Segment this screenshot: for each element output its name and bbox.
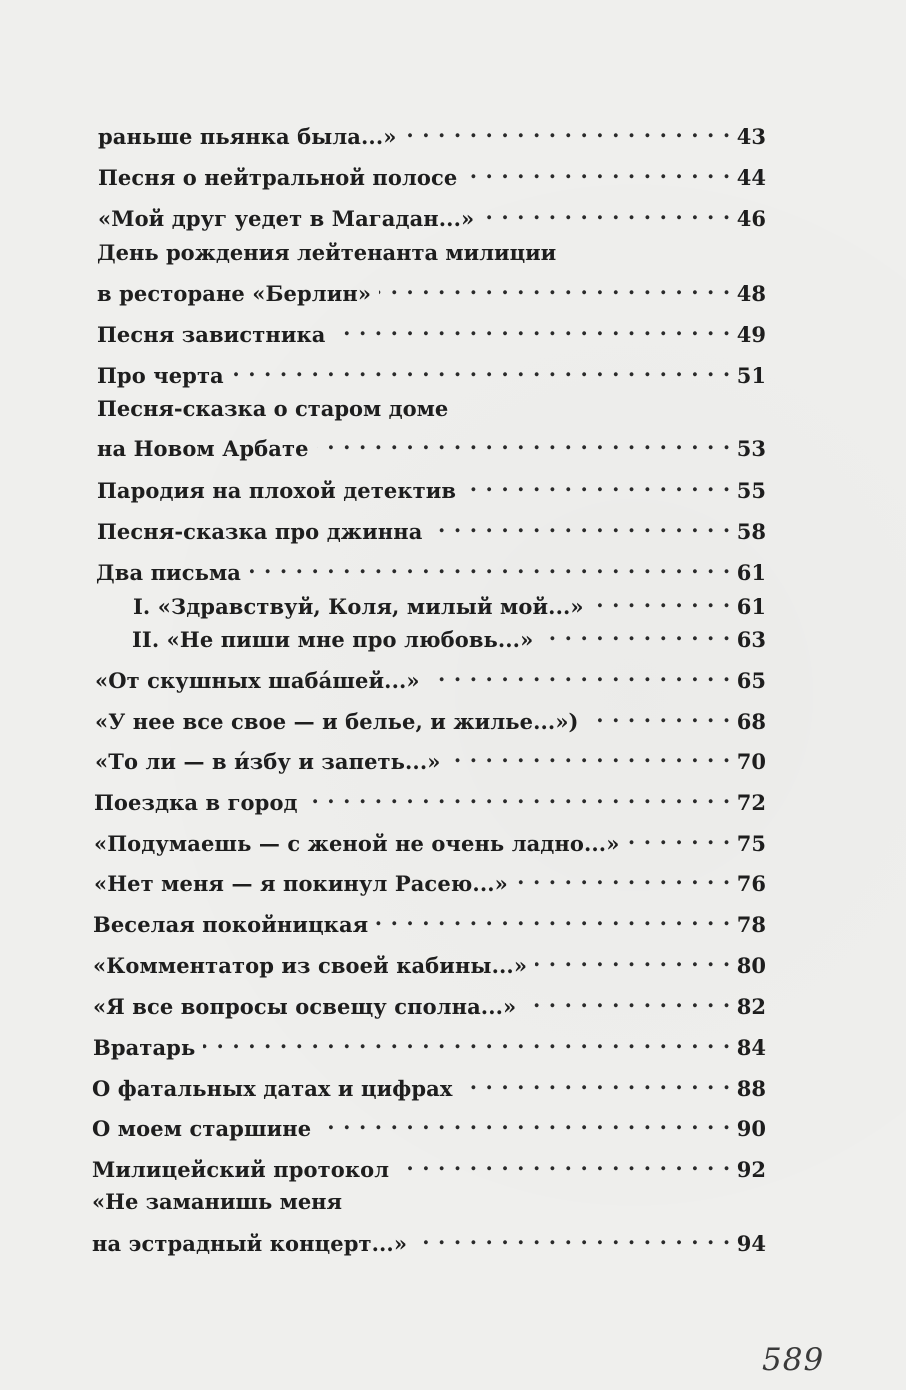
dot-leader xyxy=(465,157,730,185)
toc-entry-page: 46 xyxy=(736,206,766,231)
dot-leader xyxy=(319,1108,731,1136)
toc-entry-page: 61 xyxy=(736,594,766,619)
toc-entry-title: «То ли — в и́збу и запеть...» xyxy=(95,749,441,774)
toc-entry xyxy=(97,511,766,546)
toc-entry-page: 84 xyxy=(736,1035,766,1060)
toc-entry-title: О моем старшине xyxy=(92,1116,312,1141)
toc-entry-page: 76 xyxy=(736,871,766,896)
toc-entry xyxy=(95,701,766,736)
toc-entry-page: 75 xyxy=(736,831,766,856)
toc-entry xyxy=(92,1223,766,1258)
toc-entry-page: 82 xyxy=(736,994,766,1019)
toc-subentry xyxy=(132,619,766,654)
toc-entry-page: 63 xyxy=(736,627,766,652)
toc-entry xyxy=(97,470,766,505)
toc-entry-page: 51 xyxy=(736,363,766,388)
toc-entry-title: «Нет меня — я покинул Расею...» xyxy=(94,871,508,896)
toc-entry xyxy=(92,1108,766,1143)
dot-leader xyxy=(482,198,731,226)
toc-entry-page: 72 xyxy=(736,790,766,815)
dot-leader xyxy=(317,428,731,456)
dot-leader xyxy=(460,1068,730,1096)
toc-entry-title-line1: «Не заманишь меня xyxy=(92,1189,343,1214)
dot-leader xyxy=(448,741,730,769)
toc-entry xyxy=(98,116,766,151)
dot-leader xyxy=(249,552,731,580)
toc-entry-title: Песня-сказка про джинна xyxy=(97,519,423,544)
toc-entry xyxy=(97,273,766,308)
toc-entry-title: О фатальных датах и цифрах xyxy=(92,1076,453,1101)
toc-entry xyxy=(94,823,766,858)
toc-entry-title: на эстрадный концерт...» xyxy=(92,1231,408,1256)
toc-entry-page: 68 xyxy=(736,709,766,734)
toc-entry xyxy=(98,198,766,233)
dot-leader xyxy=(430,511,730,539)
dot-leader xyxy=(404,116,730,144)
toc-entry-title: Песня о нейтральной полосе xyxy=(98,165,458,190)
toc-entry-title: Милицейский протокол xyxy=(92,1157,390,1182)
toc-entry-page: 58 xyxy=(736,519,766,544)
toc-entry-title: «От скушных шаба́шей...» xyxy=(95,668,420,693)
dot-leader xyxy=(535,945,731,973)
toc-entry-title: «У нее все свое — и белье, и жилье...») xyxy=(95,709,579,734)
dot-leader xyxy=(516,863,731,891)
toc-entry xyxy=(92,1068,766,1103)
toc-entry xyxy=(93,904,766,939)
toc-entry xyxy=(92,1149,766,1184)
toc-entry-title: Про черта xyxy=(97,363,224,388)
toc-entry xyxy=(93,1027,766,1062)
toc-entry-page: 92 xyxy=(736,1157,766,1182)
toc-entry xyxy=(95,741,766,776)
dot-leader xyxy=(428,660,731,688)
toc-entry-title: Веселая покойницкая xyxy=(93,912,369,937)
toc-entry-page: 88 xyxy=(736,1076,766,1101)
dot-leader xyxy=(333,314,730,342)
toc-entry-page: 90 xyxy=(736,1116,766,1141)
toc-entry-title: Вратарь xyxy=(93,1035,196,1060)
toc-entry xyxy=(94,782,766,817)
toc-entry-title: I. «Здравствуй, Коля, милый мой...» xyxy=(133,594,584,619)
dot-leader xyxy=(587,701,731,729)
page-number: 589 xyxy=(762,1342,825,1378)
toc-entry-page: 65 xyxy=(736,668,766,693)
toc-entry-title: «Я все вопросы освещу сполна...» xyxy=(93,994,517,1019)
dot-leader xyxy=(379,273,731,301)
dot-leader xyxy=(627,823,730,851)
toc-entry xyxy=(93,986,766,1021)
toc-entry-title: «Комментатор из своей кабины...» xyxy=(93,953,528,978)
toc-entry-title: раньше пьянка была...» xyxy=(98,124,397,149)
toc-entry-title: II. «Не пиши мне про любовь...» xyxy=(132,627,534,652)
toc-entry-title-line1: Песня-сказка о старом доме xyxy=(97,396,449,421)
dot-leader xyxy=(203,1027,730,1055)
toc-entry-title: Поездка в город xyxy=(94,790,298,815)
toc-entry-page: 43 xyxy=(736,124,766,149)
dot-leader xyxy=(415,1223,731,1251)
toc-entry-title: на Новом Арбате xyxy=(97,436,309,461)
dot-leader xyxy=(464,470,731,498)
toc-entry-page: 94 xyxy=(736,1231,766,1256)
dot-leader xyxy=(541,619,730,647)
toc-entry xyxy=(97,314,766,349)
toc-entry-page: 44 xyxy=(736,165,766,190)
toc-entry-title: Песня завистника xyxy=(97,322,326,347)
toc-entry xyxy=(98,157,766,192)
toc-entry-page: 48 xyxy=(736,281,766,306)
dot-leader xyxy=(306,782,731,810)
toc-entry xyxy=(95,660,766,695)
toc-entry xyxy=(93,945,766,980)
toc-entry-title: Два письма xyxy=(96,560,242,585)
toc-entry xyxy=(94,863,766,898)
toc-entry-page: 49 xyxy=(736,322,766,347)
toc-entry-page: 80 xyxy=(736,953,766,978)
toc-entry-page: 70 xyxy=(736,749,766,774)
dot-leader xyxy=(397,1149,731,1177)
toc-entry-page: 78 xyxy=(736,912,766,937)
dot-leader xyxy=(524,986,731,1014)
toc-entry-title: в ресторане «Берлин» xyxy=(97,281,372,306)
toc-entry-page: 55 xyxy=(736,478,766,503)
toc-entry-page: 61 xyxy=(736,560,766,585)
toc-entry xyxy=(97,355,766,390)
toc-entry xyxy=(97,428,766,463)
toc-entry-title-line1: День рождения лейтенанта милиции xyxy=(97,240,557,265)
toc-entry-title: «Подумаешь — с женой не очень ладно...» xyxy=(94,831,620,856)
toc-entry-title: «Мой друг уедет в Магадан...» xyxy=(98,206,475,231)
toc-entry-page: 53 xyxy=(736,436,766,461)
toc-entry-title: Пародия на плохой детектив xyxy=(97,478,457,503)
dot-leader xyxy=(376,904,730,932)
dot-leader xyxy=(232,355,731,383)
toc-entry xyxy=(96,552,766,587)
toc-subentry xyxy=(133,586,766,621)
dot-leader xyxy=(592,586,731,614)
